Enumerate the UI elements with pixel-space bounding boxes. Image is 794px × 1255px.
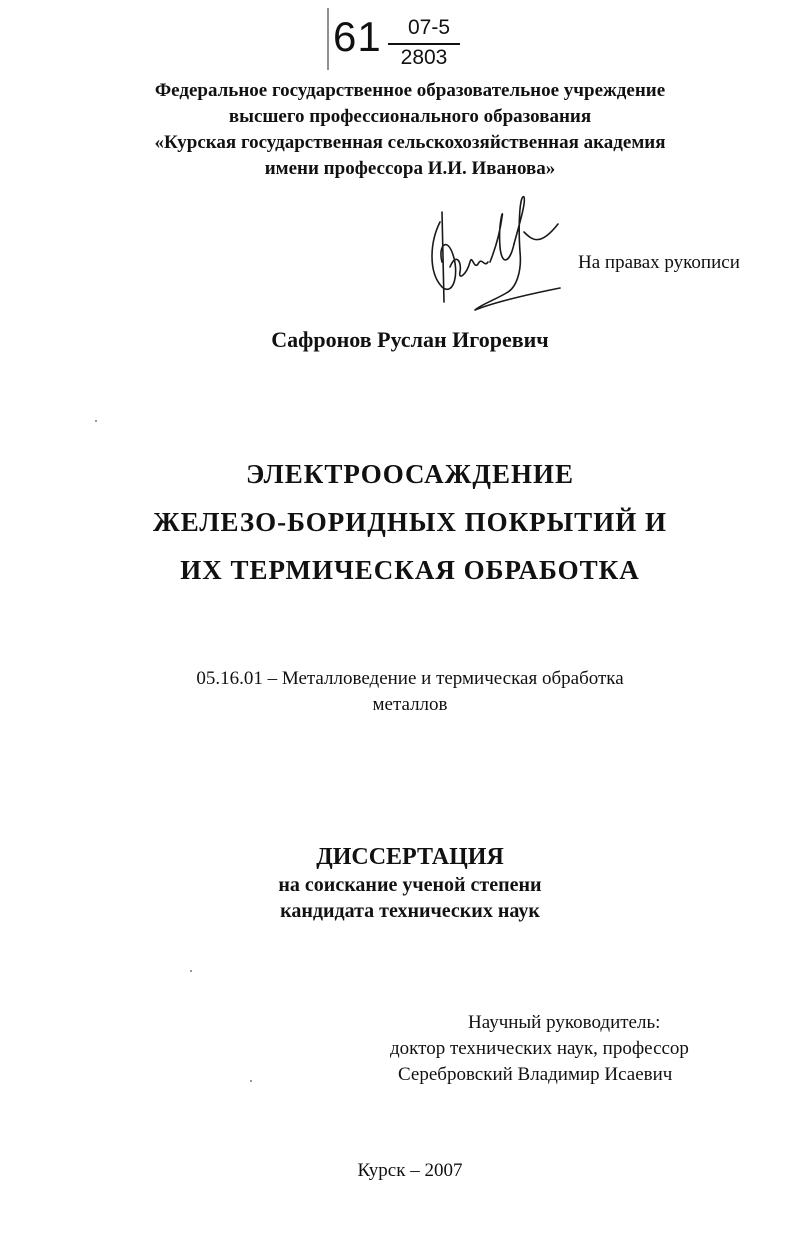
specialty-line-1: 05.16.01 – Металловедение и термическая обработка (196, 668, 624, 689)
specialty-line-2: металлов (372, 694, 448, 715)
title-line: ЭЛЕКТРООСАЖДЕНИЕ (246, 459, 574, 489)
stamp-number: 61 (333, 13, 382, 60)
stamp-fraction-top: 07-5 (407, 16, 451, 39)
city-year: Курск – 2007 (357, 1160, 463, 1181)
degree-line-1: на соискание ученой степени (278, 874, 542, 896)
stamp-fraction-line (388, 43, 460, 45)
supervisor-name: Серебровский Владимир Исаевич (398, 1064, 673, 1085)
institution-header (100, 78, 720, 182)
scan-speck (190, 970, 192, 972)
degree-line-2: кандидата технических наук (280, 900, 540, 922)
dissertation-degree (160, 872, 660, 924)
rights-note: На правах рукописи (578, 252, 740, 273)
supervisor-degree: доктор технических наук, профессор (390, 1038, 689, 1059)
supervisor-block (390, 1010, 730, 1088)
supervisor-label: Научный руководитель: (468, 1012, 661, 1033)
stamp-fraction-bottom: 2803 (400, 46, 448, 69)
dissertation-heading: ДИССЕРТАЦИЯ (316, 844, 504, 870)
handwritten-signature (420, 192, 570, 317)
institution-line: «Курская государственная сельскохозяйственная академия (154, 132, 666, 153)
thesis-title (80, 450, 740, 594)
title-line: ЖЕЛЕЗО-БОРИДНЫХ ПОКРЫТИЙ И (153, 507, 667, 537)
institution-line: имени профессора И.И. Иванова» (264, 158, 556, 179)
institution-line: высшего профессионального образования (228, 106, 592, 127)
title-line: ИХ ТЕРМИЧЕСКАЯ ОБРАБОТКА (180, 555, 640, 585)
institution-line: Федеральное государственное образовательное учреждение (154, 80, 666, 101)
scan-speck (250, 1080, 252, 1082)
scan-speck (95, 420, 97, 422)
stamp-margin-bar (327, 8, 329, 70)
specialty-code (110, 666, 710, 718)
author-name: Сафронов Руслан Игоревич (271, 327, 549, 352)
